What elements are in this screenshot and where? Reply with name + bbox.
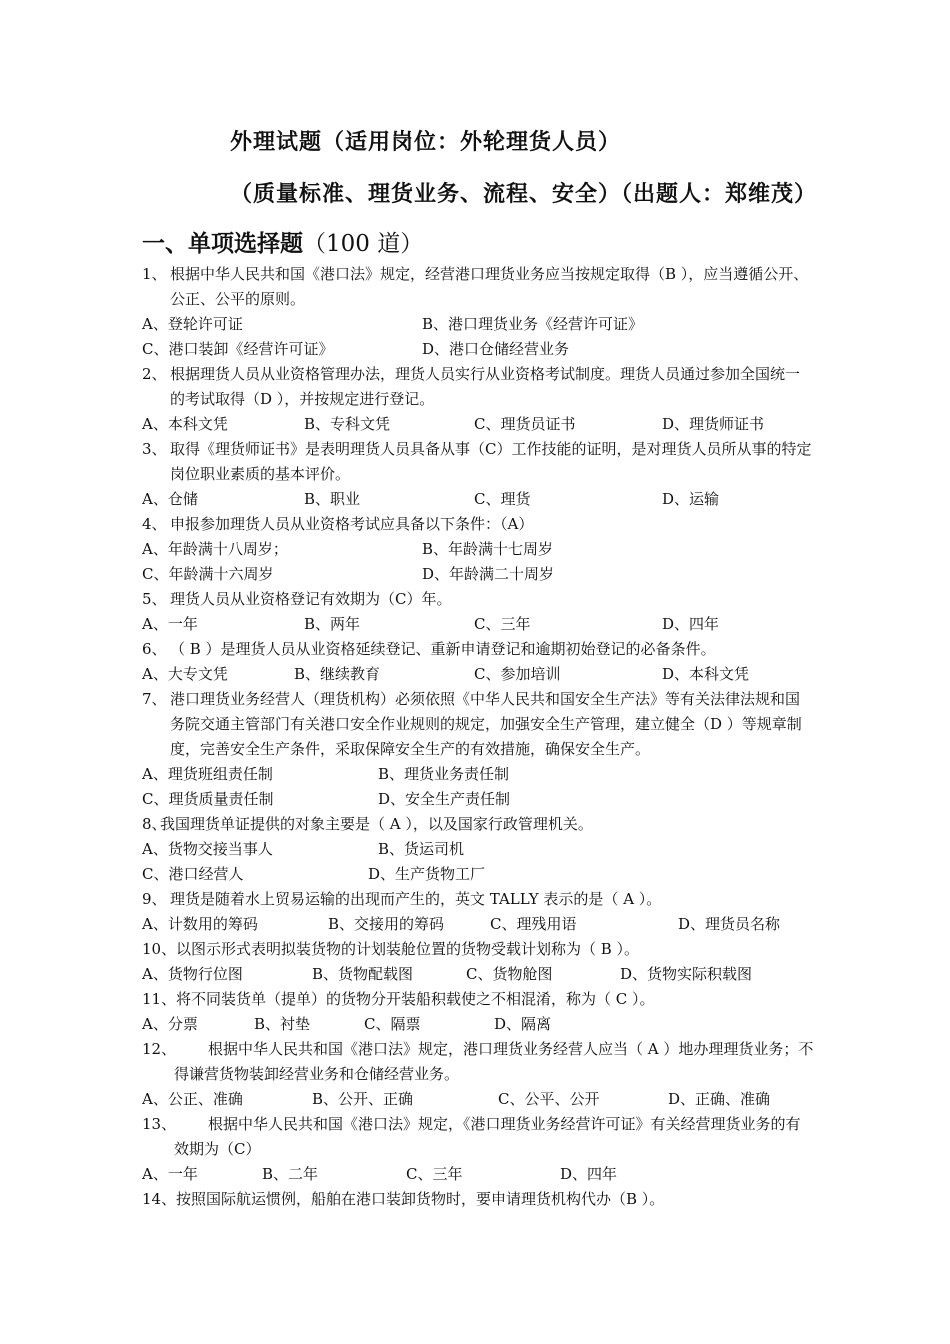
option: A、货物行位图 bbox=[142, 965, 243, 983]
option: D、货物实际积载图 bbox=[620, 965, 753, 983]
option: A、年龄满十八周岁； bbox=[142, 540, 288, 558]
document-subtitle: （质量标准、理货业务、流程、安全）（出题人：郑维茂） bbox=[230, 181, 818, 207]
option-row bbox=[142, 1087, 814, 1112]
option: C、三年 bbox=[474, 615, 531, 633]
option: C、参加培训 bbox=[474, 665, 561, 683]
option: C、港口装卸《经营许可证》 bbox=[142, 340, 334, 358]
option: B、二年 bbox=[262, 1165, 319, 1183]
option: C、港口经营人 bbox=[142, 865, 244, 883]
question-number: 4、 bbox=[142, 515, 167, 533]
question-text: （ B ）是理货人员从业资格延续登记、重新申请登记和逾期初始登记的必备条件。 bbox=[170, 640, 716, 658]
question-text: 港口理货业务经营人（理货机构）必须依照《中华人民共和国安全生产法》等有关法律法规和国务院交通主管部门有关港口安全作业规则的规定，加强安全生产管理，建立健全（D ）等规章制度，完善安全生产条件，采取保障安全生产的有效措施，确保安全生产。 bbox=[170, 690, 802, 758]
option: D、生产货物工厂 bbox=[368, 865, 486, 883]
question-text: 理货人员从业资格登记有效期为（C）年。 bbox=[170, 590, 452, 608]
option-row bbox=[142, 337, 814, 362]
option: A、理货班组责任制 bbox=[142, 765, 273, 783]
option-row bbox=[142, 862, 814, 887]
question-text: 按照国际航运惯例，船舶在港口装卸货物时，要申请理货机构代办（B ）。 bbox=[176, 1190, 665, 1208]
option: D、四年 bbox=[662, 615, 720, 633]
section-heading bbox=[142, 225, 423, 258]
option-row bbox=[142, 612, 814, 637]
question-12 bbox=[142, 1037, 814, 1087]
option: B、公开、正确 bbox=[312, 1090, 414, 1108]
option: A、一年 bbox=[142, 615, 198, 633]
option: A、一年 bbox=[142, 1165, 198, 1183]
option: C、三年 bbox=[406, 1165, 463, 1183]
option-row bbox=[142, 312, 814, 337]
section-count: （100 道） bbox=[303, 231, 424, 257]
option-row bbox=[142, 412, 814, 437]
question-text: 以图示形式表明拟装货物的计划装舱位置的货物受载计划称为（ B ）。 bbox=[176, 940, 640, 958]
question-text: 根据理货人员从业资格管理办法，理货人员实行从业资格考试制度。理货人员通过参加全国统一的考试取得（D ），并按规定进行登记。 bbox=[170, 365, 801, 408]
question-1 bbox=[142, 262, 814, 312]
option: B、港口理货业务《经营许可证》 bbox=[422, 315, 644, 333]
question-number: 7、 bbox=[142, 690, 167, 708]
option: A、本科文凭 bbox=[142, 415, 228, 433]
option: B、交接用的筹码 bbox=[328, 915, 445, 933]
option: A、登轮许可证 bbox=[142, 315, 243, 333]
question-number: 5、 bbox=[142, 590, 167, 608]
question-list bbox=[142, 262, 814, 1212]
question-number: 9、 bbox=[142, 890, 167, 908]
question-number: 14、 bbox=[142, 1190, 177, 1208]
option: D、隔离 bbox=[494, 1015, 552, 1033]
option: D、四年 bbox=[560, 1165, 618, 1183]
option-row bbox=[142, 962, 814, 987]
option: B、衬垫 bbox=[254, 1015, 311, 1033]
option: B、货物配载图 bbox=[312, 965, 414, 983]
option: C、年龄满十六周岁 bbox=[142, 565, 274, 583]
option: D、运输 bbox=[662, 490, 720, 508]
option-row bbox=[142, 662, 814, 687]
option: B、货运司机 bbox=[378, 840, 465, 858]
option: D、年龄满二十周岁 bbox=[422, 565, 555, 583]
question-number: 6、 bbox=[142, 640, 167, 658]
question-14 bbox=[142, 1187, 814, 1212]
option: A、货物交接当事人 bbox=[142, 840, 273, 858]
question-7 bbox=[142, 687, 814, 762]
question-3 bbox=[142, 437, 814, 487]
question-number: 2、 bbox=[142, 365, 167, 383]
option: D、安全生产责任制 bbox=[378, 790, 511, 808]
option-row bbox=[142, 837, 814, 862]
question-number: 10、 bbox=[142, 940, 177, 958]
option: A、大专文凭 bbox=[142, 665, 228, 683]
question-4 bbox=[142, 512, 814, 537]
question-text: 根据中华人民共和国《港口法》规定，港口理货业务经营人应当（ A ）地办理理货业务；不得谦营货物装卸经营业务和仓储经营业务。 bbox=[174, 1040, 814, 1083]
option: C、货物舱图 bbox=[466, 965, 553, 983]
option: B、年龄满十七周岁 bbox=[422, 540, 554, 558]
option-row bbox=[142, 787, 814, 812]
question-number: 12、 bbox=[142, 1040, 177, 1058]
option: C、理货 bbox=[474, 490, 531, 508]
question-text: 根据中华人民共和国《港口法》规定，经营港口理货业务应当按规定取得（B ），应当遵循公开、公正、公平的原则。 bbox=[170, 265, 809, 308]
option: A、分票 bbox=[142, 1015, 198, 1033]
option: C、理残用语 bbox=[490, 915, 577, 933]
option: B、专科文凭 bbox=[304, 415, 391, 433]
option: D、港口仓储经营业务 bbox=[422, 340, 570, 358]
section-title: 一、单项选择题 bbox=[142, 230, 303, 257]
option: D、本科文凭 bbox=[662, 665, 750, 683]
option: C、理货员证书 bbox=[474, 415, 576, 433]
option: D、理货师证书 bbox=[662, 415, 765, 433]
option-row bbox=[142, 762, 814, 787]
question-11 bbox=[142, 987, 814, 1012]
option-row bbox=[142, 1012, 814, 1037]
question-10 bbox=[142, 937, 814, 962]
question-text: 将不同装货单（提单）的货物分开装船积载使之不相混淆，称为（ C ）。 bbox=[176, 990, 655, 1008]
question-6 bbox=[142, 637, 814, 662]
option: A、公正、准确 bbox=[142, 1090, 243, 1108]
option: C、公平、公开 bbox=[498, 1090, 600, 1108]
question-number: 3、 bbox=[142, 440, 167, 458]
question-number: 1、 bbox=[142, 265, 167, 283]
question-text: 理货是随着水上贸易运输的出现而产生的，英文 TALLY 表示的是（ A ）。 bbox=[170, 890, 662, 908]
question-number: 8、 bbox=[142, 815, 167, 833]
option-row bbox=[142, 1162, 814, 1187]
option: B、两年 bbox=[304, 615, 361, 633]
question-number: 11、 bbox=[142, 990, 177, 1008]
question-number: 13、 bbox=[142, 1115, 177, 1133]
document-title: 外理试题（适用岗位：外轮理货人员） bbox=[230, 129, 622, 155]
question-text: 申报参加理货人员从业资格考试应具备以下条件：（A） bbox=[170, 515, 534, 533]
option: C、理货质量责任制 bbox=[142, 790, 274, 808]
option: D、正确、准确 bbox=[668, 1090, 771, 1108]
option: B、理货业务责任制 bbox=[378, 765, 510, 783]
option: A、计数用的筹码 bbox=[142, 915, 258, 933]
question-13 bbox=[142, 1112, 814, 1162]
option: B、继续教育 bbox=[294, 665, 381, 683]
option-row bbox=[142, 912, 814, 937]
question-9 bbox=[142, 887, 814, 912]
question-5 bbox=[142, 587, 814, 612]
question-text: 我国理货单证提供的对象主要是（ A ），以及国家行政管理机关。 bbox=[160, 815, 593, 833]
option: A、仓储 bbox=[142, 490, 198, 508]
option: B、职业 bbox=[304, 490, 361, 508]
option-row bbox=[142, 562, 814, 587]
question-8 bbox=[142, 812, 814, 837]
option: D、理货员名称 bbox=[678, 915, 781, 933]
question-text: 取得《理货师证书》是表明理货人员具备从事（C）工作技能的证明，是对理货人员所从事的特定岗位职业素质的基本评价。 bbox=[170, 440, 812, 483]
question-2 bbox=[142, 362, 814, 412]
question-text: 根据中华人民共和国《港口法》规定，《港口理货业务经营许可证》有关经营理货业务的有效期为（C） bbox=[174, 1115, 801, 1158]
option-row bbox=[142, 487, 814, 512]
option: C、隔票 bbox=[364, 1015, 421, 1033]
option-row bbox=[142, 537, 814, 562]
